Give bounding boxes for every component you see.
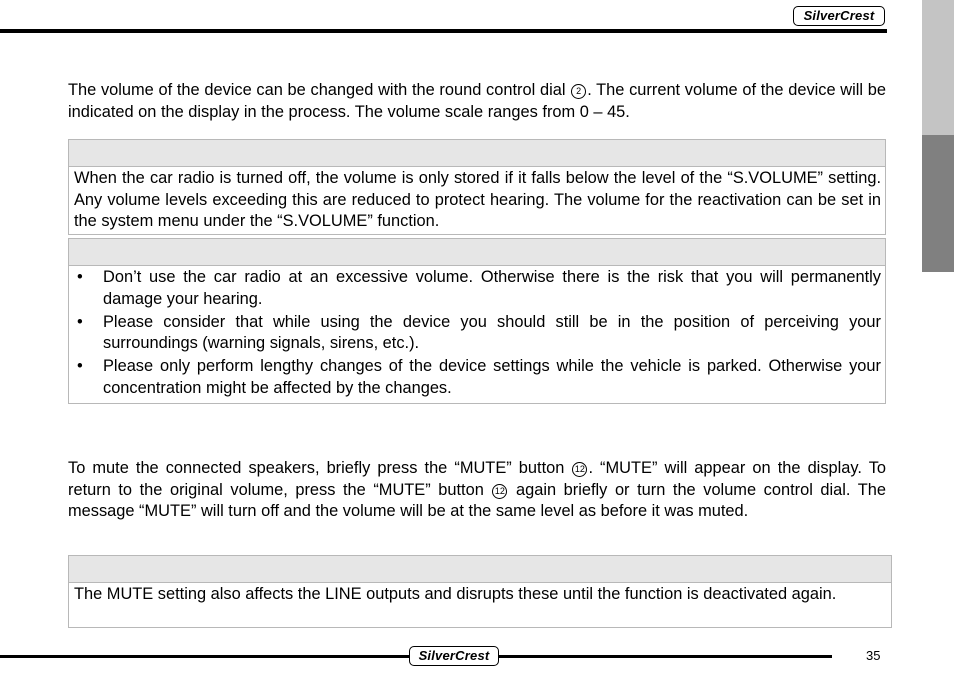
volume-text-a: The volume of the device can be changed with the round control dial bbox=[68, 81, 566, 99]
warning-item-text: Please consider that while using the device you should still be in the position of perceiving your surroundings (warning signals, sirens, etc.). bbox=[103, 312, 881, 352]
bullet-symbol: • bbox=[77, 357, 83, 375]
warning-item-text: Don’t use the car radio at an excessive volume. Otherwise there is the risk that you will permanently damage your hearing. bbox=[103, 268, 881, 308]
note-volume-box bbox=[68, 139, 886, 235]
side-tab-dark bbox=[922, 135, 954, 272]
page-number: 35 bbox=[866, 648, 881, 663]
note-volume-text: When the car radio is turned off, the volume is only stored if it falls below the level of the “S.VOLUME” setting. Any volume levels exceeding this are reduced to protect hearing. The volume for the reactivation can be set in the system menu under the “S.VOLUME” function. bbox=[74, 169, 881, 230]
warning-item bbox=[74, 356, 881, 399]
dial-ref-marker: 2 bbox=[571, 84, 586, 99]
note-mute-text: The MUTE setting also affects the LINE outputs and disrupts these until the function is deactivated again. bbox=[74, 585, 837, 603]
brand-logo: SilverCrest bbox=[793, 6, 885, 26]
mute-text-a: To mute the connected speakers, briefly press the “MUTE” button bbox=[68, 459, 565, 477]
footer-brand-logo: SilverCrest bbox=[409, 646, 499, 666]
warning-header bbox=[69, 239, 885, 266]
warning-item bbox=[74, 312, 881, 355]
note-volume-header bbox=[69, 140, 885, 167]
bullet-symbol: • bbox=[77, 312, 83, 331]
mute-button-ref-marker: 12 bbox=[572, 462, 587, 477]
mute-button-ref-marker: 12 bbox=[492, 484, 507, 499]
side-tab-light bbox=[922, 0, 954, 135]
note-mute-header bbox=[69, 556, 891, 583]
volume-text-b: . The current volume of the device will be indicated on the display in the process. The volume scale ranges from 0 – 45. bbox=[68, 81, 886, 121]
volume-paragraph bbox=[68, 80, 886, 123]
bullet-symbol: • bbox=[77, 268, 83, 286]
mute-text-b: . “MUTE” will appear on the display. To return to the original volume, press the “MUTE” button bbox=[68, 459, 887, 499]
warning-body bbox=[69, 266, 885, 399]
warning-list bbox=[74, 267, 881, 399]
warning-item bbox=[74, 267, 881, 310]
mute-paragraph bbox=[68, 458, 886, 523]
warning-box bbox=[68, 238, 886, 404]
warning-item-text: Please only perform lengthy changes of the device settings while the vehicle is parked. Otherwise your concentration might be affected by the changes. bbox=[103, 357, 881, 397]
header-rule bbox=[0, 29, 887, 33]
note-mute-box bbox=[68, 555, 892, 628]
mute-text-c: again briefly or turn the volume control dial. The message “MUTE” will turn off and the volume will be at the same level as before it was muted. bbox=[68, 480, 886, 520]
